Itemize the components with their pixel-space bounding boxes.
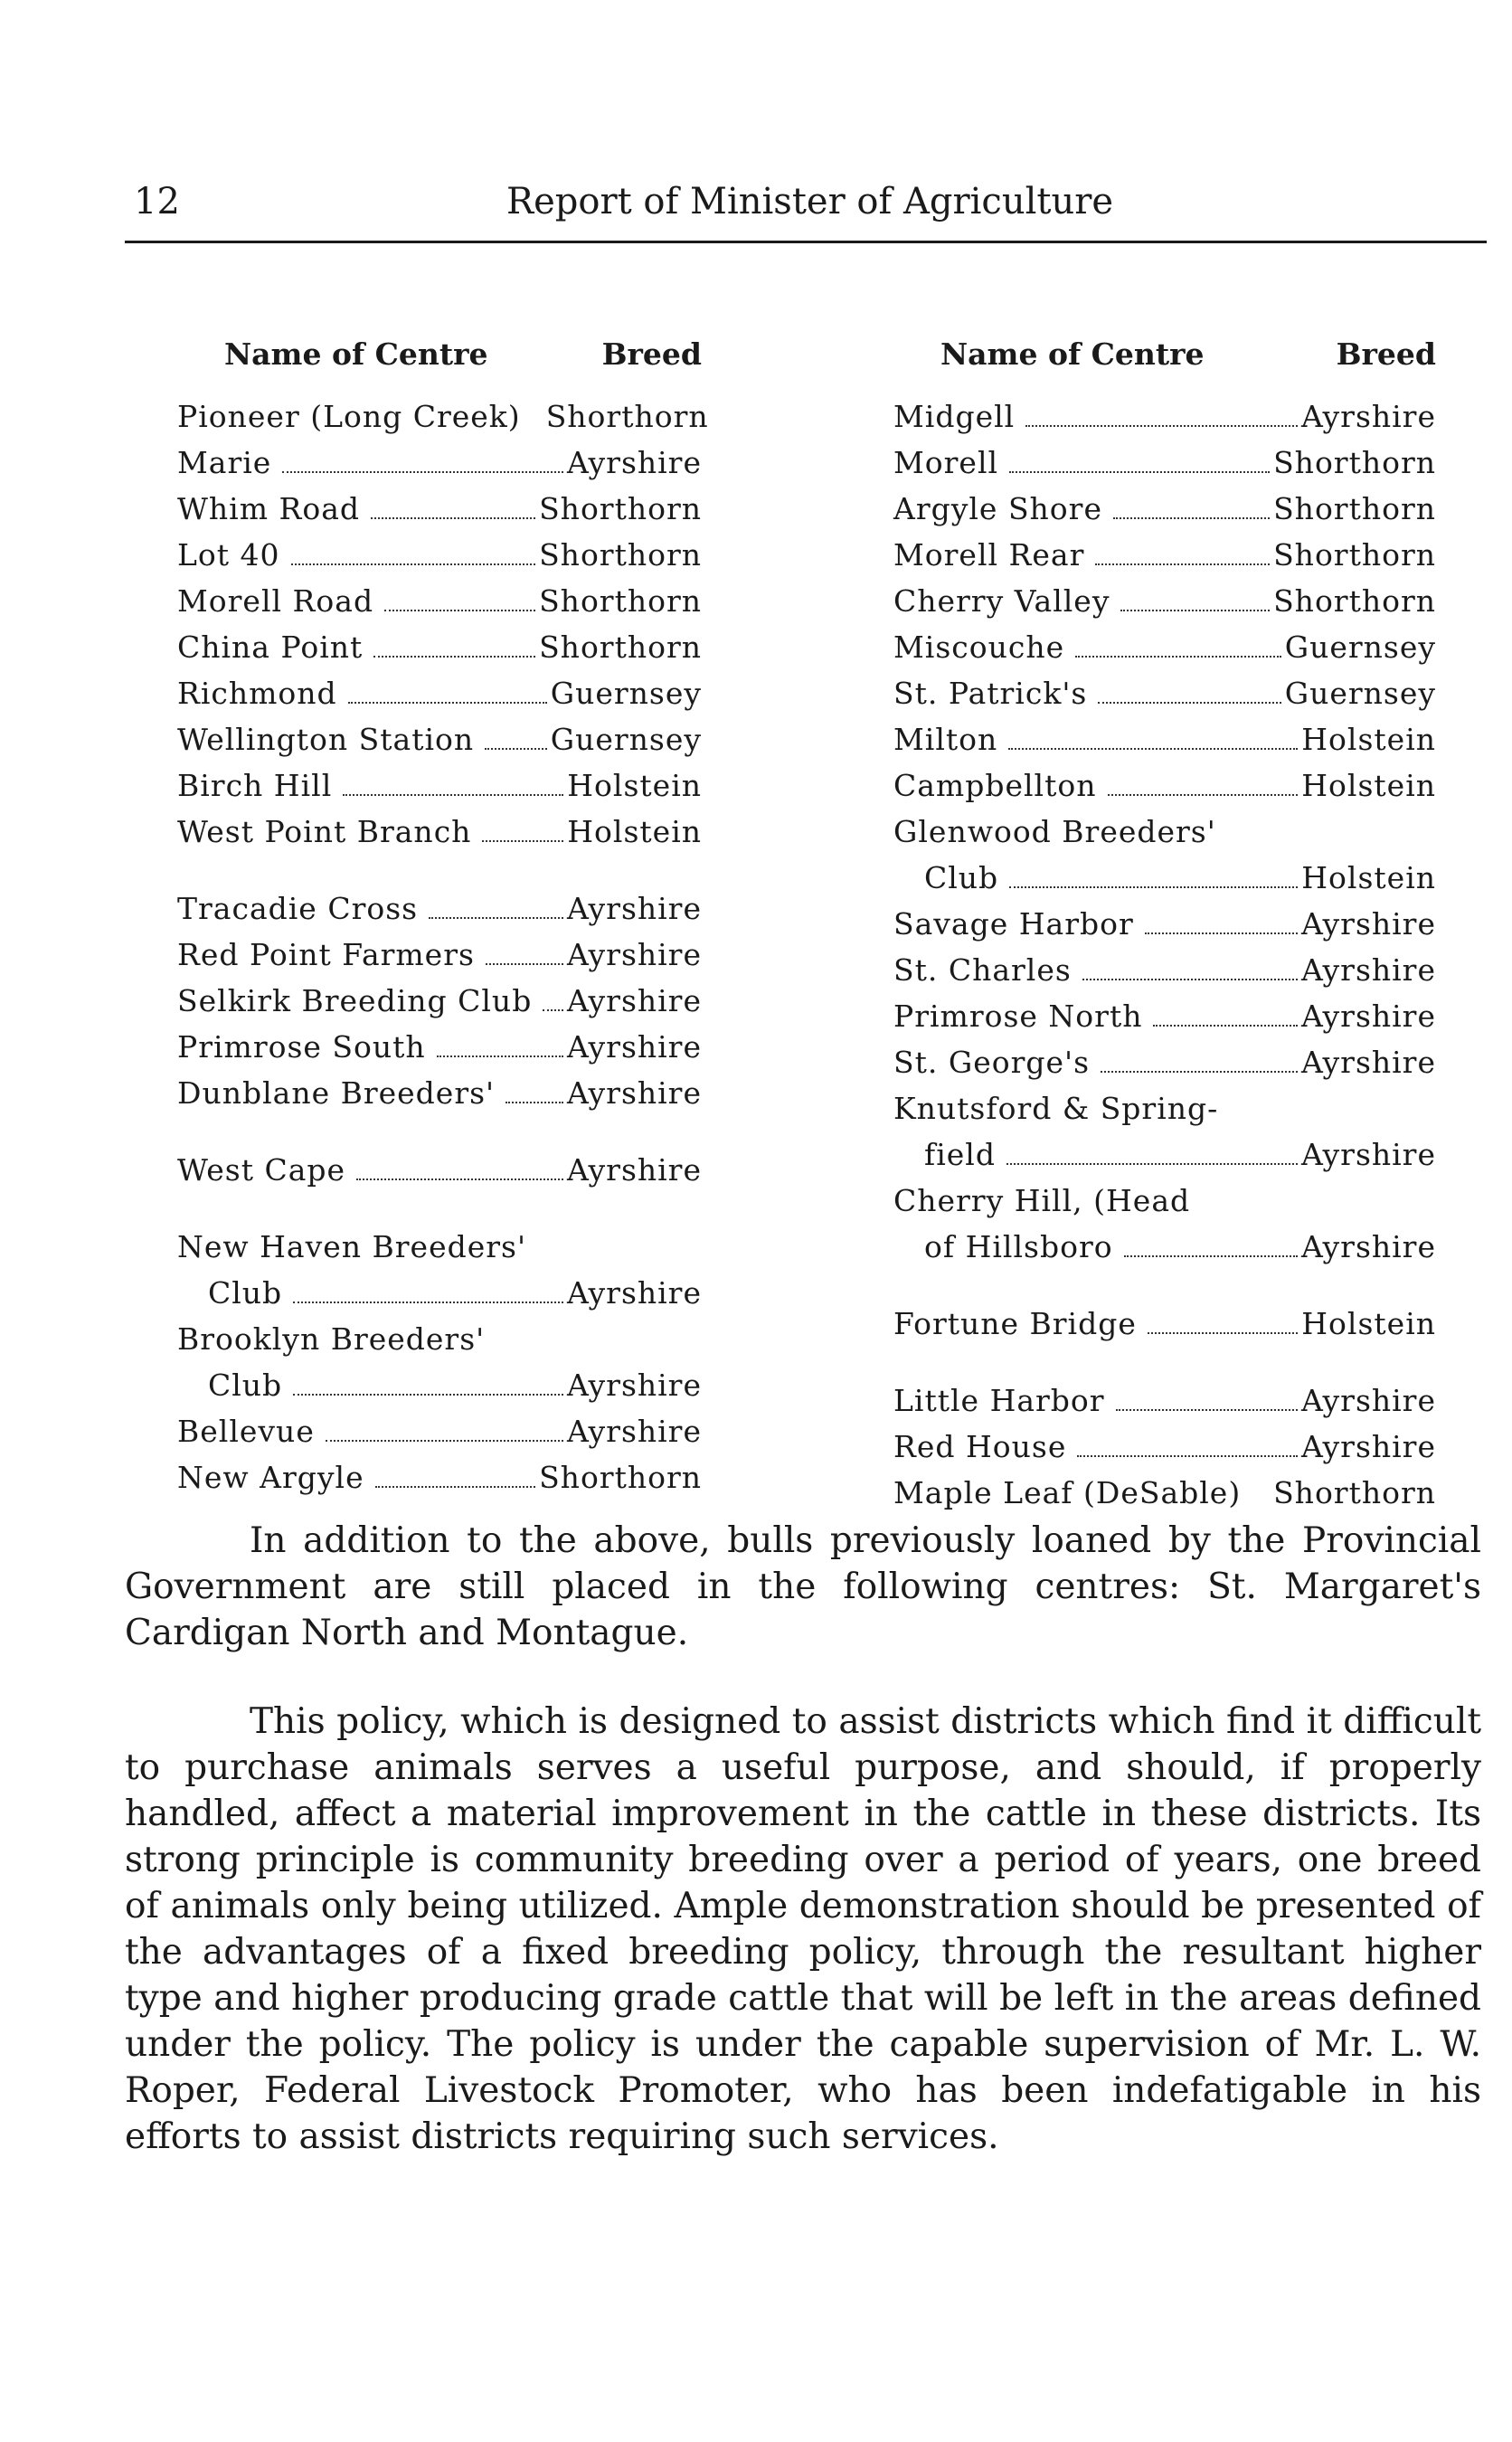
dot-leader bbox=[1113, 517, 1270, 519]
centre-entry bbox=[177, 809, 702, 855]
centre-name: Cherry Hill, (Head bbox=[893, 1183, 1191, 1218]
left-column bbox=[177, 336, 709, 1500]
centre-name: Midgell bbox=[893, 399, 1016, 434]
breed-value: Ayrshire bbox=[567, 1275, 702, 1311]
centre-row bbox=[177, 1070, 702, 1116]
centre-entry bbox=[893, 486, 1436, 532]
centre-name: Dunblane Breeders' bbox=[177, 1075, 496, 1111]
centre-name: Miscouche bbox=[893, 629, 1065, 665]
centre-name: Primrose North bbox=[893, 999, 1143, 1034]
centre-row bbox=[893, 716, 1436, 762]
centre-name: Red House bbox=[893, 1429, 1067, 1464]
centre-row bbox=[177, 624, 702, 670]
centre-name: Campbellton bbox=[893, 768, 1097, 803]
centre-name: Savage Harbor bbox=[893, 906, 1134, 942]
centre-entry bbox=[177, 716, 702, 762]
centre-entry bbox=[893, 901, 1436, 947]
centre-name: field bbox=[924, 1137, 996, 1172]
dot-leader bbox=[384, 610, 535, 611]
centre-row bbox=[177, 1454, 702, 1500]
centre-row bbox=[177, 440, 702, 486]
centre-entry bbox=[177, 932, 702, 978]
breed-value: Shorthorn bbox=[1273, 1475, 1436, 1510]
breed-value: Shorthorn bbox=[539, 537, 702, 573]
breed-value: Ayrshire bbox=[1301, 1229, 1436, 1264]
breed-value: Ayrshire bbox=[1301, 1429, 1436, 1464]
centre-row bbox=[177, 978, 702, 1024]
breed-value: Guernsey bbox=[1284, 629, 1436, 665]
centre-row bbox=[177, 809, 702, 855]
centre-row bbox=[177, 486, 702, 532]
centre-name-continuation-row bbox=[893, 1131, 1436, 1178]
dot-leader bbox=[1008, 748, 1298, 750]
breed-value: Ayrshire bbox=[567, 937, 702, 972]
dot-leader bbox=[291, 563, 536, 565]
breed-value: Ayrshire bbox=[567, 1029, 702, 1065]
centre-name: Glenwood Breeders' bbox=[893, 814, 1216, 849]
centre-name: Red Point Farmers bbox=[177, 937, 475, 972]
centre-row bbox=[893, 993, 1436, 1039]
breed-value: Shorthorn bbox=[1273, 445, 1436, 480]
centre-entry bbox=[893, 1424, 1436, 1470]
header-rule bbox=[125, 241, 1487, 243]
centre-name: Maple Leaf (DeSable) bbox=[893, 1475, 1242, 1510]
centre-row bbox=[893, 624, 1436, 670]
breed-value: Shorthorn bbox=[1273, 537, 1436, 573]
paragraph-text: This policy, which is designed to assist districts which find it difficult to purchase animals serves a useful purpose, and should, if properly handled, affect a material improvement in the cattle in these districts. Its strong principle is community breeding over a period of years, one breed of animals only being utilized. Ample demonstration should be presented of the advantages of a fixed breeding policy, through the resultant higher type and higher producing grade cattle that will be left in the areas defined under the policy. The policy is under the capable supervision of Mr. L. W. Roper, Federal Livestock Promoter, who has been indefatigable in his efforts to assist districts requiring such services. bbox=[125, 1701, 1481, 2157]
centre-entry bbox=[893, 809, 1436, 901]
centre-name: Little Harbor bbox=[893, 1383, 1105, 1418]
centre-entry bbox=[177, 1224, 702, 1316]
breed-value: Shorthorn bbox=[1273, 491, 1436, 526]
breed-value: Ayrshire bbox=[1301, 1137, 1436, 1172]
dot-leader bbox=[543, 1009, 563, 1011]
centre-name: Richmond bbox=[177, 676, 337, 711]
breed-value: Ayrshire bbox=[567, 1414, 702, 1449]
breed-value: Holstein bbox=[1301, 768, 1436, 803]
centre-name: Selkirk Breeding Club bbox=[177, 983, 533, 1018]
centre-row bbox=[893, 809, 1436, 855]
centre-row bbox=[177, 1316, 702, 1362]
breed-value: Holstein bbox=[1301, 722, 1436, 757]
centre-row bbox=[893, 1039, 1436, 1085]
breed-value: Shorthorn bbox=[539, 583, 702, 619]
centre-entry bbox=[177, 1024, 702, 1070]
centre-entry bbox=[893, 1039, 1436, 1085]
group-spacer bbox=[177, 1193, 702, 1224]
breed-value: Holstein bbox=[567, 814, 702, 849]
centre-name: St. George's bbox=[893, 1045, 1091, 1080]
breed-value: Ayrshire bbox=[567, 1152, 702, 1188]
centre-row bbox=[893, 1377, 1436, 1424]
breed-value: Shorthorn bbox=[545, 399, 709, 434]
centre-row bbox=[893, 1178, 1436, 1224]
centre-entry bbox=[893, 993, 1436, 1039]
centre-name: China Point bbox=[177, 629, 364, 665]
centre-row bbox=[177, 532, 702, 578]
name-of-centre-heading: Name of Centre bbox=[224, 336, 488, 372]
centre-row bbox=[177, 1147, 702, 1193]
centre-name: Milton bbox=[893, 722, 998, 757]
centre-row bbox=[893, 1470, 1436, 1516]
breed-value: Shorthorn bbox=[539, 629, 702, 665]
centre-entry bbox=[177, 486, 702, 532]
centre-entry bbox=[177, 440, 702, 486]
dot-leader bbox=[1116, 1409, 1298, 1411]
centre-row bbox=[893, 947, 1436, 993]
group-spacer bbox=[177, 1116, 702, 1147]
dot-leader bbox=[371, 517, 535, 519]
centre-row bbox=[177, 932, 702, 978]
dot-leader bbox=[326, 1440, 563, 1442]
breed-heading: Breed bbox=[1336, 336, 1436, 372]
centre-entry bbox=[893, 670, 1436, 716]
centre-name: Primrose South bbox=[177, 1029, 426, 1065]
centre-name: Wellington Station bbox=[177, 722, 475, 757]
centre-name: Club bbox=[924, 860, 999, 895]
centre-entry bbox=[893, 1085, 1436, 1178]
group-spacer bbox=[893, 1270, 1436, 1301]
centre-entry bbox=[177, 1070, 702, 1116]
centre-name: Marie bbox=[177, 445, 272, 480]
left-column-header bbox=[177, 336, 702, 372]
centre-name: Lot 40 bbox=[177, 537, 280, 573]
centre-row bbox=[893, 393, 1436, 440]
dot-leader bbox=[482, 840, 563, 842]
centre-entry bbox=[893, 947, 1436, 993]
centre-name: West Cape bbox=[177, 1152, 346, 1188]
centre-entry bbox=[177, 532, 702, 578]
dot-leader bbox=[282, 471, 563, 473]
dot-leader bbox=[1098, 702, 1280, 704]
dot-leader bbox=[293, 1394, 563, 1396]
running-title: Report of Minister of Agriculture bbox=[506, 181, 1113, 222]
dot-leader bbox=[437, 1055, 563, 1057]
centre-entry bbox=[177, 1147, 702, 1193]
centre-entry bbox=[177, 670, 702, 716]
dot-leader bbox=[1108, 794, 1299, 796]
centre-row bbox=[177, 578, 702, 624]
centre-name: Fortune Bridge bbox=[893, 1306, 1137, 1341]
breed-value: Holstein bbox=[1301, 1306, 1436, 1341]
centre-name: Morell bbox=[893, 445, 999, 480]
centre-entry bbox=[177, 762, 702, 809]
dot-leader bbox=[293, 1301, 563, 1303]
centre-name-continuation-row bbox=[893, 855, 1436, 901]
dot-leader bbox=[1009, 886, 1298, 888]
centre-entry bbox=[177, 885, 702, 932]
centre-row bbox=[893, 901, 1436, 947]
centre-row bbox=[177, 670, 702, 716]
centre-name: West Point Branch bbox=[177, 814, 472, 849]
dot-leader bbox=[356, 1178, 563, 1180]
breed-value: Guernsey bbox=[550, 676, 702, 711]
centre-entry bbox=[893, 440, 1436, 486]
centre-name: Morell Road bbox=[177, 583, 374, 619]
centre-row bbox=[893, 670, 1436, 716]
breed-value: Ayrshire bbox=[567, 983, 702, 1018]
breed-value: Shorthorn bbox=[1273, 583, 1436, 619]
breed-value: Ayrshire bbox=[567, 1075, 702, 1111]
centre-entry bbox=[893, 393, 1436, 440]
breed-value: Ayrshire bbox=[1301, 999, 1436, 1034]
dot-leader bbox=[485, 748, 547, 750]
centre-row bbox=[893, 440, 1436, 486]
centre-entry bbox=[893, 1301, 1436, 1347]
centre-row bbox=[177, 393, 709, 440]
breed-value: Ayrshire bbox=[1301, 1383, 1436, 1418]
breed-value: Ayrshire bbox=[1301, 906, 1436, 942]
centre-row bbox=[893, 486, 1436, 532]
centre-row bbox=[177, 885, 702, 932]
centre-row bbox=[893, 1424, 1436, 1470]
centre-name: New Haven Breeders' bbox=[177, 1229, 527, 1264]
dot-leader bbox=[375, 1486, 535, 1488]
centre-name: of Hillsboro bbox=[924, 1229, 1113, 1264]
dot-leader bbox=[1009, 471, 1270, 473]
group-spacer bbox=[893, 1347, 1436, 1377]
breed-value: Ayrshire bbox=[1301, 399, 1436, 434]
centre-entry bbox=[893, 1178, 1436, 1270]
centre-name: Cherry Valley bbox=[893, 583, 1110, 619]
breed-value: Holstein bbox=[1301, 860, 1436, 895]
breed-heading: Breed bbox=[601, 336, 702, 372]
right-entry-list bbox=[893, 393, 1436, 1516]
centre-row bbox=[177, 716, 702, 762]
centre-entry bbox=[177, 578, 702, 624]
centre-name-continuation-row bbox=[177, 1270, 702, 1316]
dot-leader bbox=[1082, 979, 1298, 980]
centre-row bbox=[893, 762, 1436, 809]
centre-name: Bellevue bbox=[177, 1414, 315, 1449]
centre-row bbox=[177, 1024, 702, 1070]
centre-entry bbox=[177, 1408, 702, 1454]
centre-entry bbox=[893, 1470, 1436, 1516]
breed-value: Ayrshire bbox=[567, 1368, 702, 1403]
centre-name: Club bbox=[208, 1368, 283, 1403]
breed-value: Guernsey bbox=[550, 722, 702, 757]
dot-leader bbox=[1006, 1163, 1298, 1165]
centre-row bbox=[177, 762, 702, 809]
page-number: 12 bbox=[134, 181, 180, 222]
centre-name: Pioneer (Long Creek) bbox=[177, 399, 521, 434]
paragraph-text: In addition to the above, bulls previously loaned by the Provincial Government are still placed in the following centres: St. Margaret's Cardigan North and Montague. bbox=[125, 1520, 1481, 1653]
dot-leader bbox=[1145, 932, 1298, 934]
page-header bbox=[0, 0, 1512, 253]
centre-entry bbox=[893, 624, 1436, 670]
centre-entry bbox=[893, 578, 1436, 624]
centre-name-continuation-row bbox=[893, 1224, 1436, 1270]
centre-name: Tracadie Cross bbox=[177, 891, 419, 926]
dot-leader bbox=[1120, 610, 1270, 611]
centre-name: Knutsford & Spring- bbox=[893, 1091, 1219, 1126]
centre-entry bbox=[177, 393, 709, 440]
dot-leader bbox=[1124, 1255, 1298, 1257]
breed-value: Ayrshire bbox=[567, 445, 702, 480]
dot-leader bbox=[1095, 563, 1270, 565]
dot-leader bbox=[506, 1102, 563, 1103]
dot-leader bbox=[348, 702, 547, 704]
centre-entry bbox=[177, 978, 702, 1024]
dot-leader bbox=[1077, 1455, 1298, 1457]
breed-value: Guernsey bbox=[1284, 676, 1436, 711]
dot-leader bbox=[1025, 425, 1298, 427]
breed-value: Shorthorn bbox=[539, 1460, 702, 1495]
breed-value: Ayrshire bbox=[567, 891, 702, 926]
centre-entry bbox=[893, 1377, 1436, 1424]
dot-leader bbox=[343, 794, 563, 796]
dot-leader bbox=[1101, 1071, 1298, 1073]
centre-name: Morell Rear bbox=[893, 537, 1085, 573]
left-entry-list bbox=[177, 393, 709, 1500]
centre-name: Argyle Shore bbox=[893, 491, 1102, 526]
centre-name-continuation-row bbox=[177, 1362, 702, 1408]
centre-row bbox=[893, 1301, 1436, 1347]
dot-leader bbox=[486, 963, 563, 965]
centre-entry bbox=[177, 1316, 702, 1408]
right-column bbox=[893, 336, 1436, 1516]
centre-row bbox=[177, 1408, 702, 1454]
centre-row bbox=[893, 578, 1436, 624]
centre-name: New Argyle bbox=[177, 1460, 364, 1495]
centre-entry bbox=[177, 624, 702, 670]
dot-leader bbox=[429, 917, 563, 919]
centre-name: St. Patrick's bbox=[893, 676, 1088, 711]
centre-name: Whim Road bbox=[177, 491, 361, 526]
centre-name: Birch Hill bbox=[177, 768, 333, 803]
breed-value: Ayrshire bbox=[1301, 1045, 1436, 1080]
centre-row bbox=[177, 1224, 702, 1270]
dot-leader bbox=[1148, 1332, 1298, 1334]
dot-leader bbox=[1075, 656, 1281, 658]
breed-value: Holstein bbox=[567, 768, 702, 803]
centre-name: Brooklyn Breeders' bbox=[177, 1321, 486, 1357]
centre-name: St. Charles bbox=[893, 952, 1072, 988]
centre-entry bbox=[893, 762, 1436, 809]
centre-row bbox=[893, 1085, 1436, 1131]
breed-value: Ayrshire bbox=[1301, 952, 1436, 988]
dot-leader bbox=[1153, 1025, 1298, 1027]
breed-value: Shorthorn bbox=[539, 491, 702, 526]
paragraph-additional-centres bbox=[125, 1518, 1481, 1656]
name-of-centre-heading: Name of Centre bbox=[940, 336, 1205, 372]
paragraph-policy bbox=[125, 1699, 1481, 2160]
centre-entry bbox=[893, 716, 1436, 762]
centre-entry bbox=[893, 532, 1436, 578]
centre-name: Club bbox=[208, 1275, 283, 1311]
dot-leader bbox=[373, 656, 535, 658]
centre-row bbox=[893, 532, 1436, 578]
centre-entry bbox=[177, 1454, 702, 1500]
group-spacer bbox=[177, 855, 702, 885]
right-column-header bbox=[893, 336, 1436, 372]
